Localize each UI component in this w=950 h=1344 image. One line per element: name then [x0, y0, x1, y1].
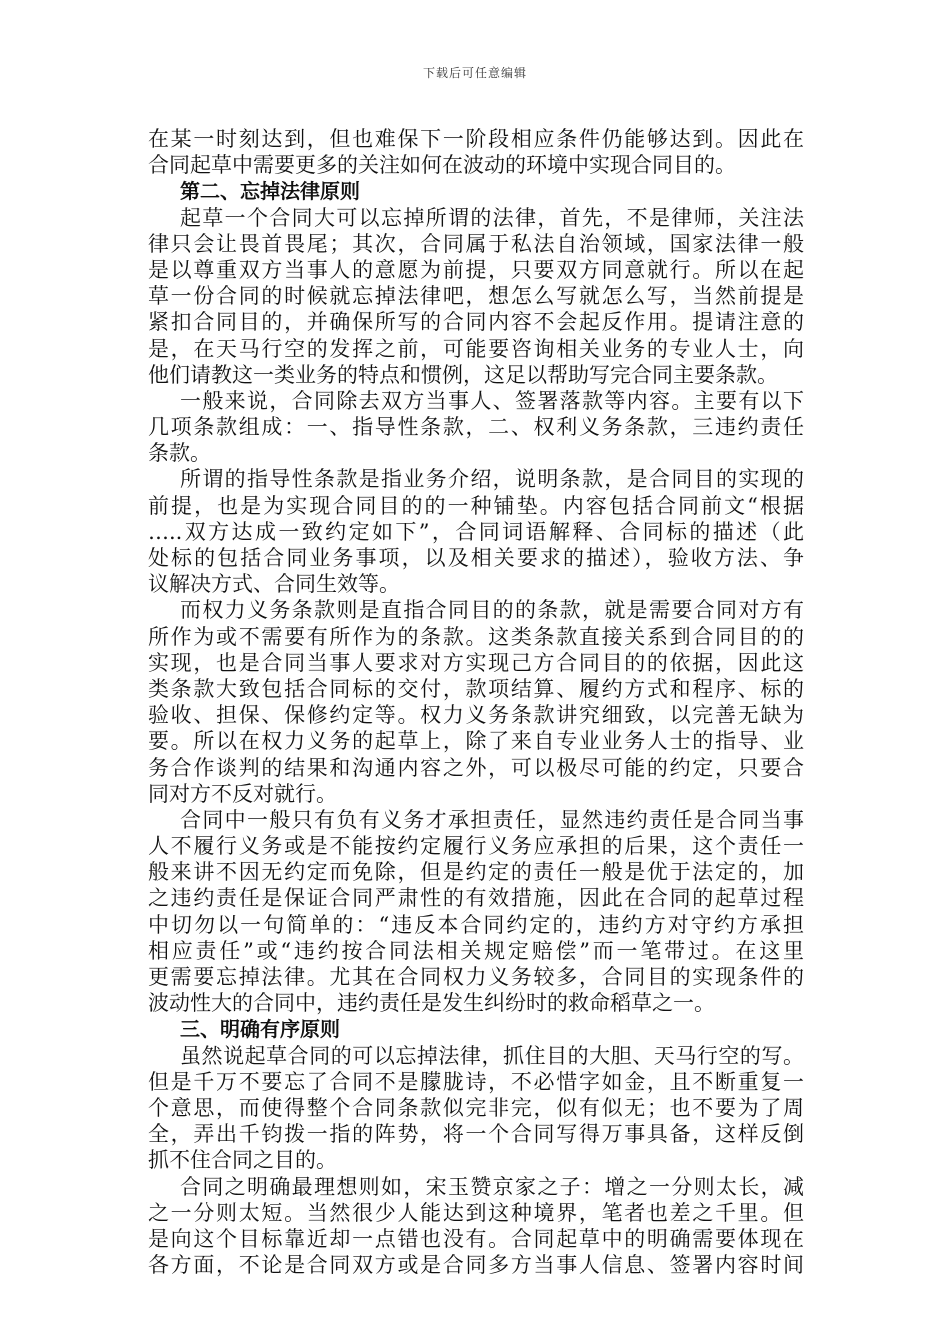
text-line: 全，弄出千钧拨一指的阵势，将一个合同写得万事具备，这样反倒 [148, 1122, 804, 1147]
text-line: 但是千万不要忘了合同不是朦胧诗，不必惜字如金，且不断重复一 [148, 1069, 804, 1094]
paragraph-first-line: 虽然说起草合同的可以忘掉法律，抓住目的大胆、天马行空的写。 [180, 1043, 804, 1068]
paragraph-last-line: 波动性大的合同中，违约责任是发生纠纷时的救命稻草之一。 [148, 991, 715, 1016]
text-line: 草一份合同的时候就忘掉法律吧，想怎么写就怎么写，当然前提是 [148, 284, 804, 309]
text-line: 律只会让畏首畏尾；其次，合同属于私法自治领域，国家法律一般 [148, 231, 804, 256]
paragraph-last-line: 合同起草中需要更多的关注如何在波动的环境中实现合同目的。 [148, 153, 736, 178]
text-line: 各方面，不论是合同双方或是合同多方当事人信息、签署内容时间 [148, 1253, 804, 1278]
text-line: 是，在天马行空的发挥之前，可能要咨询相关业务的专业人士，向 [148, 336, 804, 361]
text-line: 前提，也是为实现合同目的的一种铺垫。内容包括合同前文“根据 [148, 493, 804, 518]
text-line: 般来讲不因无约定而免除，但是约定的责任一般是优于法定的，加 [148, 860, 804, 885]
text-line: 类条款大致包括合同标的交付，款项结算、履约方式和程序、标的 [148, 676, 804, 701]
paragraph-first-line: 而权力义务条款则是直指合同目的的条款，就是需要合同对方有 [180, 598, 804, 623]
text-line: 个意思，而使得整个合同条款似完非完，似有似无；也不要为了周 [148, 1095, 804, 1120]
text-line: 之违约责任是保证合同严肃性的有效措施，因此在合同的起草过程 [148, 886, 804, 911]
text-line: 所作为或不需要有所作为的条款。这类条款直接关系到合同目的的 [148, 624, 804, 649]
text-line: 是以尊重双方当事人的意愿为前提，只要双方同意就行。所以在起 [148, 257, 804, 282]
paragraph-first-line: 起草一个合同大可以忘掉所谓的法律，首先，不是律师，关注法 [180, 205, 804, 230]
paragraph-last-line: 条款。 [148, 441, 211, 466]
paragraph-first-line: 所谓的指导性条款是指业务介绍，说明条款，是合同目的实现的 [180, 467, 804, 492]
text-line: 相应责任”或“违约按合同法相关规定赔偿”而一笔带过。在这里 [148, 938, 804, 963]
page-header-note: 下载后可任意编辑 [422, 66, 527, 80]
paragraph-last-line: 他们请教这一类业务的特点和惯例，这足以帮助写完合同主要条款。 [148, 362, 778, 387]
paragraph-last-line: 同对方不反对就行。 [148, 781, 337, 806]
text-line: 紧扣合同目的，并确保所写的合同内容不会起反作用。提请注意的 [148, 310, 804, 335]
text-line: 人不履行义务或是不能按约定履行义务应承担的后果，这个责任一 [148, 834, 804, 859]
text-line: 务合作谈判的结果和沟通内容之外，可以极尽可能的约定，只要合 [148, 755, 804, 780]
paragraph-first-line: 一般来说，合同除去双方当事人、签署落款等内容。主要有以下 [180, 388, 804, 413]
text-line: 在某一时刻达到，但也难保下一阶段相应条件仍能够达到。因此在 [148, 127, 804, 151]
text-line: 实现，也是合同当事人要求对方实现己方合同目的的依据，因此这 [148, 650, 804, 675]
text-line: 之一分则太短。当然很少人能达到这种境界，笔者也差之千里。但 [148, 1200, 804, 1225]
text-line: 处标的包括合同业务事项，以及相关要求的描述），验收方法、争 [148, 546, 804, 570]
paragraph-last-line: 抓不住合同之目的。 [148, 1148, 337, 1173]
text-line: 几项条款组成：一、指导性条款，二、权利义务条款，三违约责任 [148, 415, 804, 440]
text-line: …..双方达成一致约定如下”，合同词语解释、合同标的描述（此 [148, 519, 804, 544]
section-heading: 第二、忘掉法律原则 [180, 179, 360, 204]
text-line: 更需要忘掉法律。尤其在合同权力义务较多，合同目的实现条件的 [148, 965, 804, 989]
paragraph-first-line: 合同中一般只有负有义务才承担责任，显然违约责任是合同当事 [180, 807, 804, 832]
text-line: 要。所以在权力义务的起草上，除了来自专业业务人士的指导、业 [148, 729, 804, 754]
text-line: 中切勿以一句简单的：“违反本合同约定的，违约方对守约方承担 [148, 912, 804, 937]
text-line: 是向这个目标靠近却一点错也没有。合同起草中的明确需要体现在 [148, 1226, 804, 1251]
document-body [148, 126, 804, 1278]
section-heading: 三、明确有序原则 [180, 1017, 340, 1042]
paragraph-first-line: 合同之明确最理想则如，宋玉赞京家之子：增之一分则太长，减 [180, 1174, 804, 1199]
paragraph-last-line: 议解决方式、合同生效等。 [148, 572, 400, 597]
text-line: 验收、担保、保修约定等。权力义务条款讲究细致，以完善无缺为 [148, 703, 804, 728]
